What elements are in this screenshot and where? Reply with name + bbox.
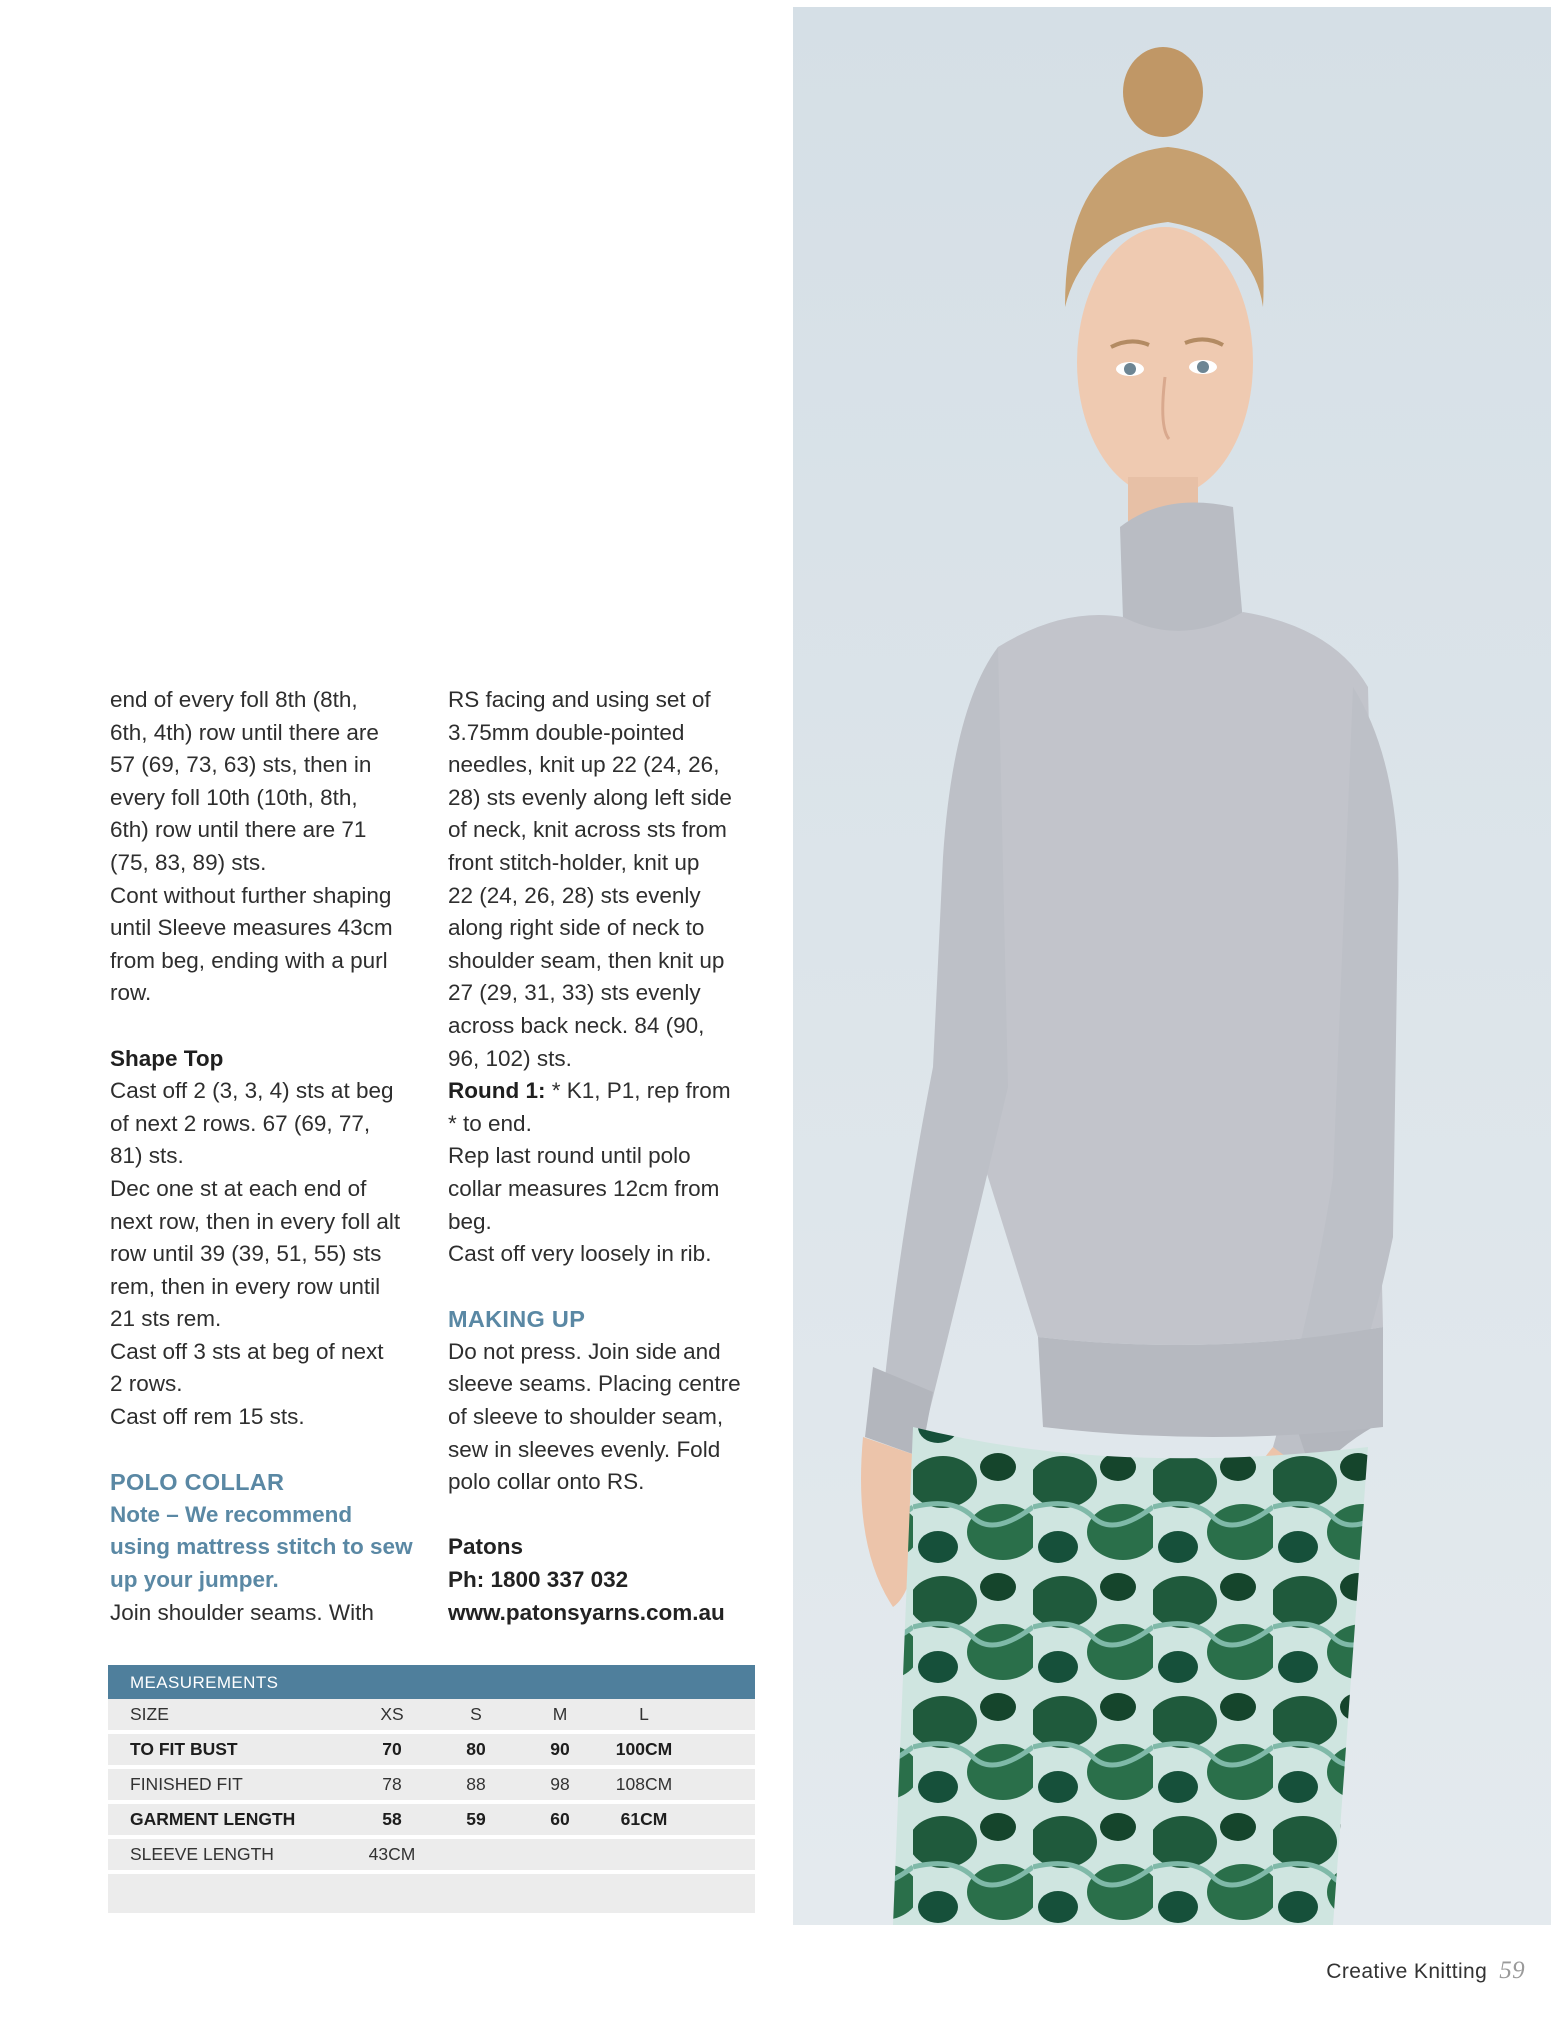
text-line: * to end. [448,1110,532,1136]
cell-m: 90 [518,1732,602,1767]
text-line: needles, knit up 22 (24, 26, [448,752,720,778]
page-number: 59 [1499,1957,1525,1984]
round-1-line [448,1075,778,1108]
table-row [108,1802,755,1837]
text-line: Join shoulder seams. With [110,1599,374,1625]
text-line: of next 2 rows. 67 (69, 77, [110,1110,371,1136]
text-line: of neck, knit across sts from [448,817,727,843]
text-line: Cast off very loosely in rib. [448,1241,712,1267]
text-line: Rep last round until polo [448,1143,691,1169]
page-footer [1326,1957,1525,1985]
row-label: SIZE [108,1699,350,1732]
text-line: 22 (24, 26, 28) sts evenly [448,882,701,908]
text-line: Do not press. Join side and [448,1338,721,1364]
cell-l: 108CM [602,1767,686,1802]
cell-l: 61CM [602,1802,686,1837]
note-line: Note – We recommend [110,1501,353,1527]
text-line: row until 39 (39, 51, 55) sts [110,1241,382,1267]
cell-m: M [518,1699,602,1732]
text-line: along right side of neck to [448,915,705,941]
measurements-grid [108,1699,755,1874]
cell-s: 88 [434,1767,518,1802]
text-line: front stitch-holder, knit up [448,849,700,875]
making-up-heading: MAKING UP [448,1306,586,1333]
text-line: sew in sleeves evenly. Fold [448,1436,721,1462]
row-label: GARMENT LENGTH [108,1802,350,1837]
row-label: SLEEVE LENGTH [108,1837,350,1872]
text-line: 96, 102) sts. [448,1045,572,1071]
shape-top-heading: Shape Top [110,1045,224,1071]
cell-l [602,1837,686,1872]
text-line: Cast off 3 sts at beg of next [110,1338,384,1364]
cell-m [518,1837,602,1872]
cell-xs: 78 [350,1767,434,1802]
contact-website[interactable]: www.patonsyarns.com.au [448,1599,725,1625]
cell-s: S [434,1699,518,1732]
model-photo [793,7,1551,1925]
cell-xs: 70 [350,1732,434,1767]
text-line: end of every foll 8th (8th, [110,687,358,712]
text-line: sleeve seams. Placing centre [448,1371,741,1397]
text-line: until Sleeve measures 43cm [110,915,393,941]
table-row [108,1767,755,1802]
text-line: rem, then in every row until [110,1273,381,1299]
text-line: Cast off 2 (3, 3, 4) sts at beg [110,1078,394,1104]
text-line: RS facing and using set of [448,687,711,712]
cell-m: 98 [518,1767,602,1802]
cell-xs: 43CM [350,1837,434,1872]
table-row [108,1837,755,1872]
text-line: next row, then in every foll alt [110,1208,401,1234]
contact-brand: Patons [448,1534,524,1560]
cell-l: 100CM [602,1732,686,1767]
measurements-table [108,1665,755,1913]
text-line: Cast off rem 15 sts. [110,1404,305,1430]
table-row [108,1699,755,1732]
row-label: FINISHED FIT [108,1767,350,1802]
contact-phone: Ph: 1800 337 032 [448,1567,629,1593]
cell-m: 60 [518,1802,602,1837]
text-line: from beg, ending with a purl [110,947,388,973]
note-line: using mattress stitch to sew [110,1534,413,1560]
cell-xs: 58 [350,1802,434,1837]
text-line: 6th) row until there are 71 [110,817,367,843]
round-1-label: Round 1: [448,1078,546,1104]
round-1-text: * K1, P1, rep from [545,1078,731,1104]
text-line: 6th, 4th) row until there are [110,719,379,745]
text-line: 3.75mm double-pointed [448,719,685,745]
text-line: across back neck. 84 (90, [448,1012,705,1038]
cell-l: L [602,1699,686,1732]
table-row [108,1732,755,1767]
text-line: beg. [448,1208,492,1234]
measurements-title: MEASUREMENTS [108,1665,755,1699]
text-line: 21 sts rem. [110,1306,222,1332]
text-line: row. [110,980,152,1006]
text-line: 2 rows. [110,1371,183,1397]
text-line: Dec one st at each end of [110,1175,367,1201]
cell-xs: XS [350,1699,434,1732]
text-line: shoulder seam, then knit up [448,947,725,973]
cell-s [434,1837,518,1872]
right-column [448,684,778,1629]
text-line: every foll 10th (10th, 8th, [110,784,358,810]
text-line: 81) sts. [110,1143,184,1169]
text-line: polo collar onto RS. [448,1469,645,1495]
left-column [110,684,440,1629]
row-label: TO FIT BUST [108,1732,350,1767]
cell-s: 59 [434,1802,518,1837]
magazine-title: Creative Knitting [1326,1960,1488,1983]
text-line: 27 (29, 31, 33) sts evenly [448,980,701,1006]
text-line: 57 (69, 73, 63) sts, then in [110,752,372,778]
text-line: collar measures 12cm from [448,1175,720,1201]
text-line: of sleeve to shoulder seam, [448,1404,724,1430]
text-line: 28) sts evenly along left side [448,784,732,810]
text-line: Cont without further shaping [110,882,392,908]
polo-collar-heading: POLO COLLAR [110,1469,285,1496]
model-illustration [793,7,1551,1925]
cell-s: 80 [434,1732,518,1767]
text-line: (75, 83, 89) sts. [110,849,267,875]
note-line: up your jumper. [110,1567,279,1593]
